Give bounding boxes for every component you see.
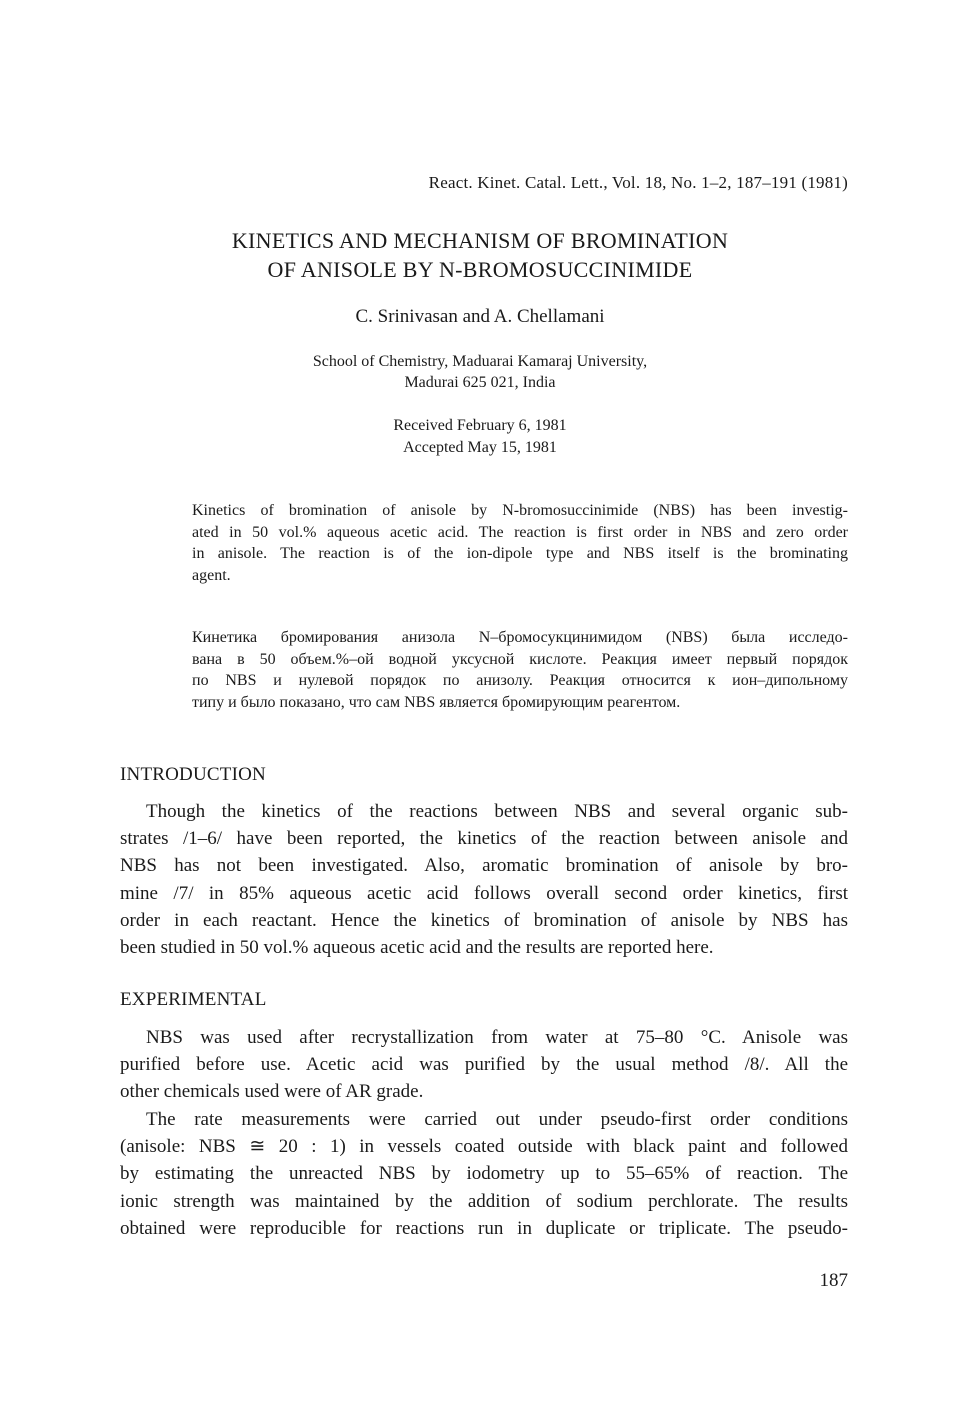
article-title: [120, 226, 840, 284]
paragraph-line: (anisole: NBS ≅ 20 : 1) in vessels coated outside with black paint and followed: [120, 1136, 848, 1158]
abstract-russian: [192, 627, 848, 713]
paragraph-line: mine /7/ in 85% aqueous acetic acid follows overall second order kinetics, first: [120, 882, 848, 904]
received-date: Received February 6, 1981: [393, 417, 567, 434]
abstract-line: agent.: [192, 566, 231, 584]
section-heading-experimental: EXPERIMENTAL: [120, 989, 267, 1010]
paragraph-line: Though the kinetics of the reactions between NBS and several organic sub-: [146, 801, 848, 822]
paragraph-line: NBS was used after recrystallization from water at 75–80 °C. Anisole was: [146, 1027, 848, 1048]
abstract-line: in anisole. The reaction is of the ion-dipole type and NBS itself is the brominating: [192, 545, 848, 562]
title-line: OF ANISOLE BY N-BROMOSUCCINIMIDE: [267, 257, 693, 282]
title-line: KINETICS AND MECHANISM OF BROMINATION: [231, 228, 729, 253]
experimental-paragraph-1: [120, 1024, 848, 1106]
paragraph-line: obtained were reproducible for reactions run in duplicate or triplicate. The pseudo-: [120, 1217, 848, 1239]
paragraph-line: been studied in 50 vol.% aqueous acetic acid and the results are reported here.: [120, 936, 714, 958]
affiliation-line: School of Chemistry, Maduarai Kamaraj University,: [312, 353, 648, 370]
paragraph-line: by estimating the unreacted NBS by iodometry up to 55–65% of reaction. The: [120, 1163, 848, 1185]
affiliation: [120, 351, 840, 393]
abstract-english: [192, 500, 848, 586]
paragraph-line: strates /1–6/ have been reported, the kinetics of the reaction between anisole and: [120, 828, 848, 850]
affiliation-line: Madurai 625 021, India: [404, 374, 556, 391]
paragraph-line: purified before use. Acetic acid was purified by the usual method /8/. All the: [120, 1054, 848, 1076]
journal-reference: React. Kinet. Catal. Lett., Vol. 18, No. 1–2, 187–191 (1981): [428, 173, 848, 192]
abstract-line: Кинетика бромирования анизола N–бромосукцинимидом (NBS) была исследо-: [192, 629, 848, 646]
paragraph-line: ionic strength was maintained by the addition of sodium perchlorate. The results: [120, 1190, 848, 1212]
section-heading-introduction: INTRODUCTION: [120, 764, 266, 785]
introduction-paragraph: [120, 798, 848, 961]
accepted-date: Accepted May 15, 1981: [403, 439, 557, 456]
paragraph-line: The rate measurements were carried out under pseudo-first order conditions: [146, 1109, 848, 1130]
page-number: 187: [819, 1270, 848, 1291]
paragraph-line: order in each reactant. Hence the kinetics of bromination of anisole by NBS has: [120, 909, 848, 931]
authors: C. Srinivasan and A. Chellamani: [355, 306, 605, 327]
abstract-line: Kinetics of bromination of anisole by N-bromosuccinimide (NBS) has been investig-: [192, 502, 848, 519]
paragraph-line: other chemicals used were of AR grade.: [120, 1081, 424, 1103]
abstract-line: типу и было показано, что сам NBS является бромирующим реагентом.: [192, 693, 681, 711]
experimental-paragraph-2: [120, 1106, 848, 1242]
abstract-line: по NBS и нулевой порядок по анизолу. Реакция относится к ион–дипольному: [192, 672, 848, 689]
paragraph-line: NBS has not been investigated. Also, aromatic bromination of anisole by bro-: [120, 855, 848, 877]
abstract-line: ated in 50 vol.% aqueous acetic acid. The reaction is first order in NBS and zero order: [192, 523, 848, 541]
submission-dates: [120, 415, 840, 459]
abstract-line: вана в 50 объем.%–ой водной уксусной кислоте. Реакция имеет первый порядок: [192, 650, 848, 668]
